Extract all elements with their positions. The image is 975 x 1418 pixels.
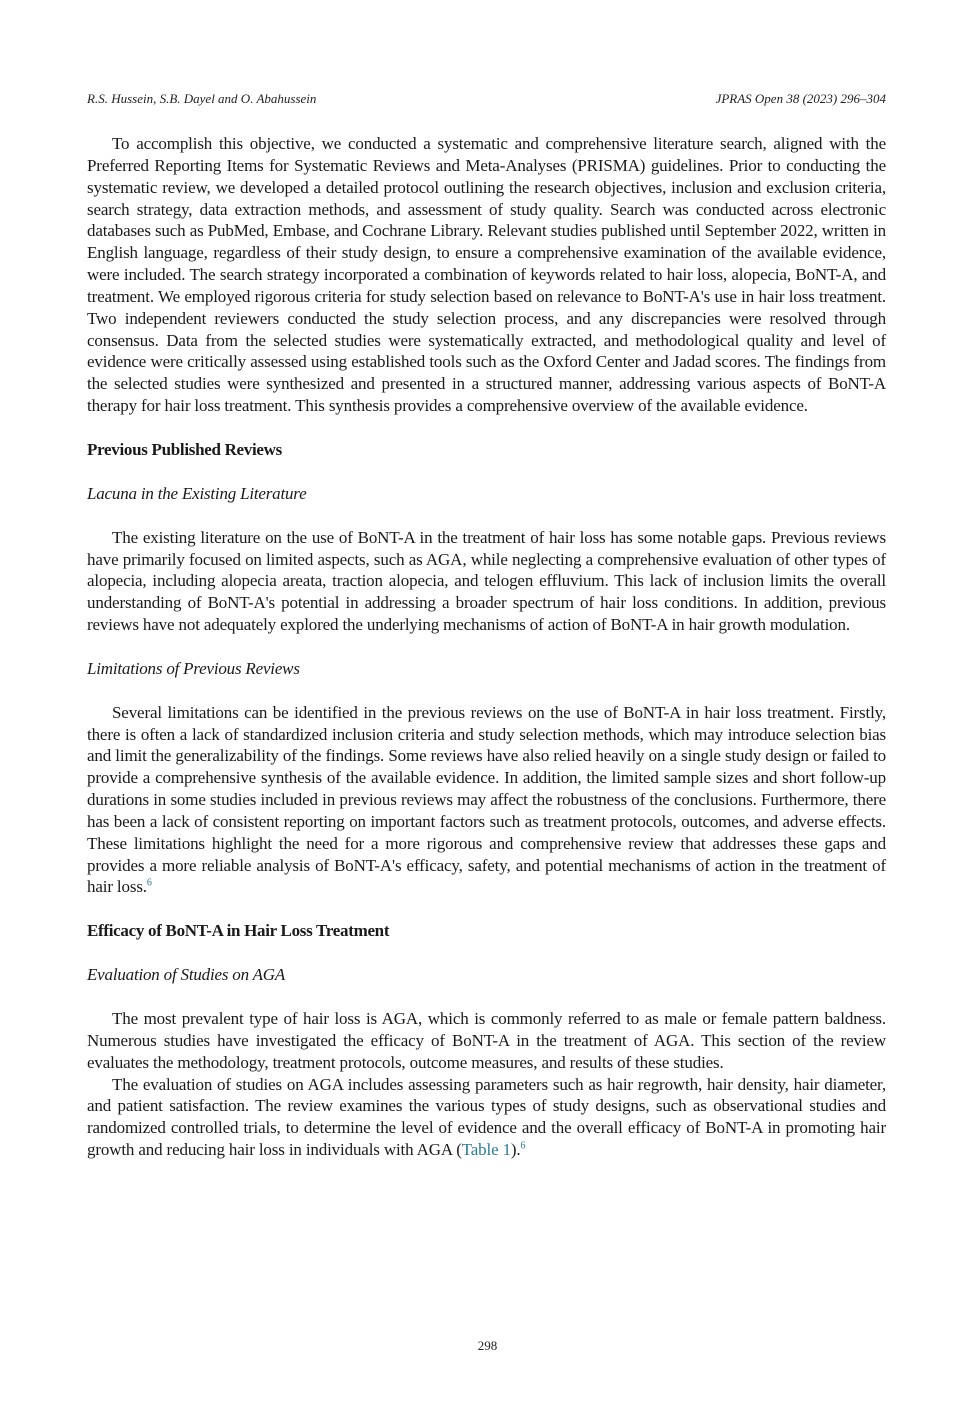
subsection-heading-limitations: Limitations of Previous Reviews (87, 658, 300, 678)
aga-paragraph-2 (87, 1074, 886, 1161)
aga-paragraph-2-text: The evaluation of studies on AGA includes assessing parameters such as hair regrowth, hair density, hair diameter, and patient satisfaction. The review examines the various types of study designs, such as observational studies and randomized controlled trials, to determine the level of evidence and the overall efficacy of BoNT-A in promoting hair growth and reducing hair loss in individuals with AGA (87, 1074, 886, 1160)
open-paren: ( (456, 1140, 462, 1160)
section-heading-efficacy: Efficacy of BoNT-A in Hair Loss Treatment (87, 921, 390, 941)
running-head (87, 91, 886, 107)
limitations-text: Several limitations can be identified in the previous reviews on the use of BoNT-A in hair loss treatment. Firstly, there is often a lack of standardized inclusion criteria and study selection methods, which may introduce selection bias and limit the generalizability of the findings. Some reviews have also relied heavily on a single study design or failed to provide a comprehensive synthesis of the available evidence. In addition, the limited sample sizes and short follow-up durations in some studies included in previous reviews may affect the robustness of the conclusions. Furthermore, there has been a lack of consistent reporting on important factors such as treatment protocols, outcomes, and adverse effects. These limitations highlight the need for a more rigorous and comprehensive review that addresses these gaps and provides a more reliable analysis of BoNT-A's efficacy, safety, and potential mechanisms of action in the treatment of hair loss. (87, 702, 886, 897)
subsection-heading-aga: Evaluation of Studies on AGA (87, 965, 286, 985)
subsection-heading-lacuna: Lacuna in the Existing Literature (87, 483, 307, 503)
aga-paragraph-1: The most prevalent type of hair loss is AGA, which is commonly referred to as male or female pattern baldness. Numerous studies have investigated the efficacy of BoNT-A in the treatment of AGA. This section of the review evaluates the methodology, treatment protocols, outcome measures, and results of these studies. (87, 1009, 886, 1072)
spacer (87, 680, 886, 702)
spacer (87, 505, 886, 527)
running-head-authors: R.S. Hussein, S.B. Dayel and O. Abahussein (87, 91, 317, 106)
spacer (87, 986, 886, 1008)
reference-link-6[interactable]: 6 (146, 877, 152, 889)
article-body (87, 133, 886, 1161)
limitations-paragraph (87, 702, 886, 899)
methods-paragraph: To accomplish this objective, we conducted a systematic and comprehensive literature search, aligned with the Preferred Reporting Items for Systematic Reviews and Meta-Analyses (PRISMA) guidelines. Prior to conducting the systematic review, we developed a detailed protocol outlining the research objectives, inclusion and exclusion criteria, search strategy, data extraction methods, and assessment of study quality. Search was conducted across electronic databases such as PubMed, Embase, and Cochrane Library. Relevant studies published until September 2022, written in English language, regardless of their study design, to ensure a comprehensive examination of the available evidence, were included. The search strategy incorporated a combination of keywords related to hair loss, alopecia, BoNT-A, and treatment. We employed rigorous criteria for study selection based on relevance to BoNT-A's use in hair loss treatment. Two independent reviewers conducted the study selection process, and any discrepancies were resolved through consensus. Data from the selected studies were systematically extracted, and methodological quality and level of evidence were critically assessed using established tools such as the Oxford Center and Jadad scores. The findings from the selected studies were synthesized and presented in a structured manner, addressing various aspects of BoNT-A therapy for hair loss treatment. This synthesis provides a comprehensive overview of the available evidence. (87, 134, 886, 416)
table-1-link[interactable]: Table 1 (461, 1140, 511, 1160)
close-paren: ). (510, 1140, 521, 1160)
page-number: 298 (477, 1338, 498, 1353)
reference-link-6[interactable]: 6 (520, 1140, 526, 1152)
running-head-journal: JPRAS Open 38 (2023) 296–304 (715, 91, 886, 106)
lacuna-paragraph: The existing literature on the use of BoNT-A in the treatment of hair loss has some notable gaps. Previous reviews have primarily focused on limited aspects, such as AGA, while neglecting a comprehensive evaluation of other types of alopecia, including alopecia areata, traction alopecia, and telogen effluvium. This lack of inclusion limits the overall understanding of BoNT-A's potential in addressing a broader spectrum of hair loss conditions. In addition, previous reviews have not adequately explored the underlying mechanisms of action of BoNT-A in hair growth modulation. (87, 527, 886, 635)
section-heading-previous-reviews: Previous Published Reviews (87, 439, 282, 459)
